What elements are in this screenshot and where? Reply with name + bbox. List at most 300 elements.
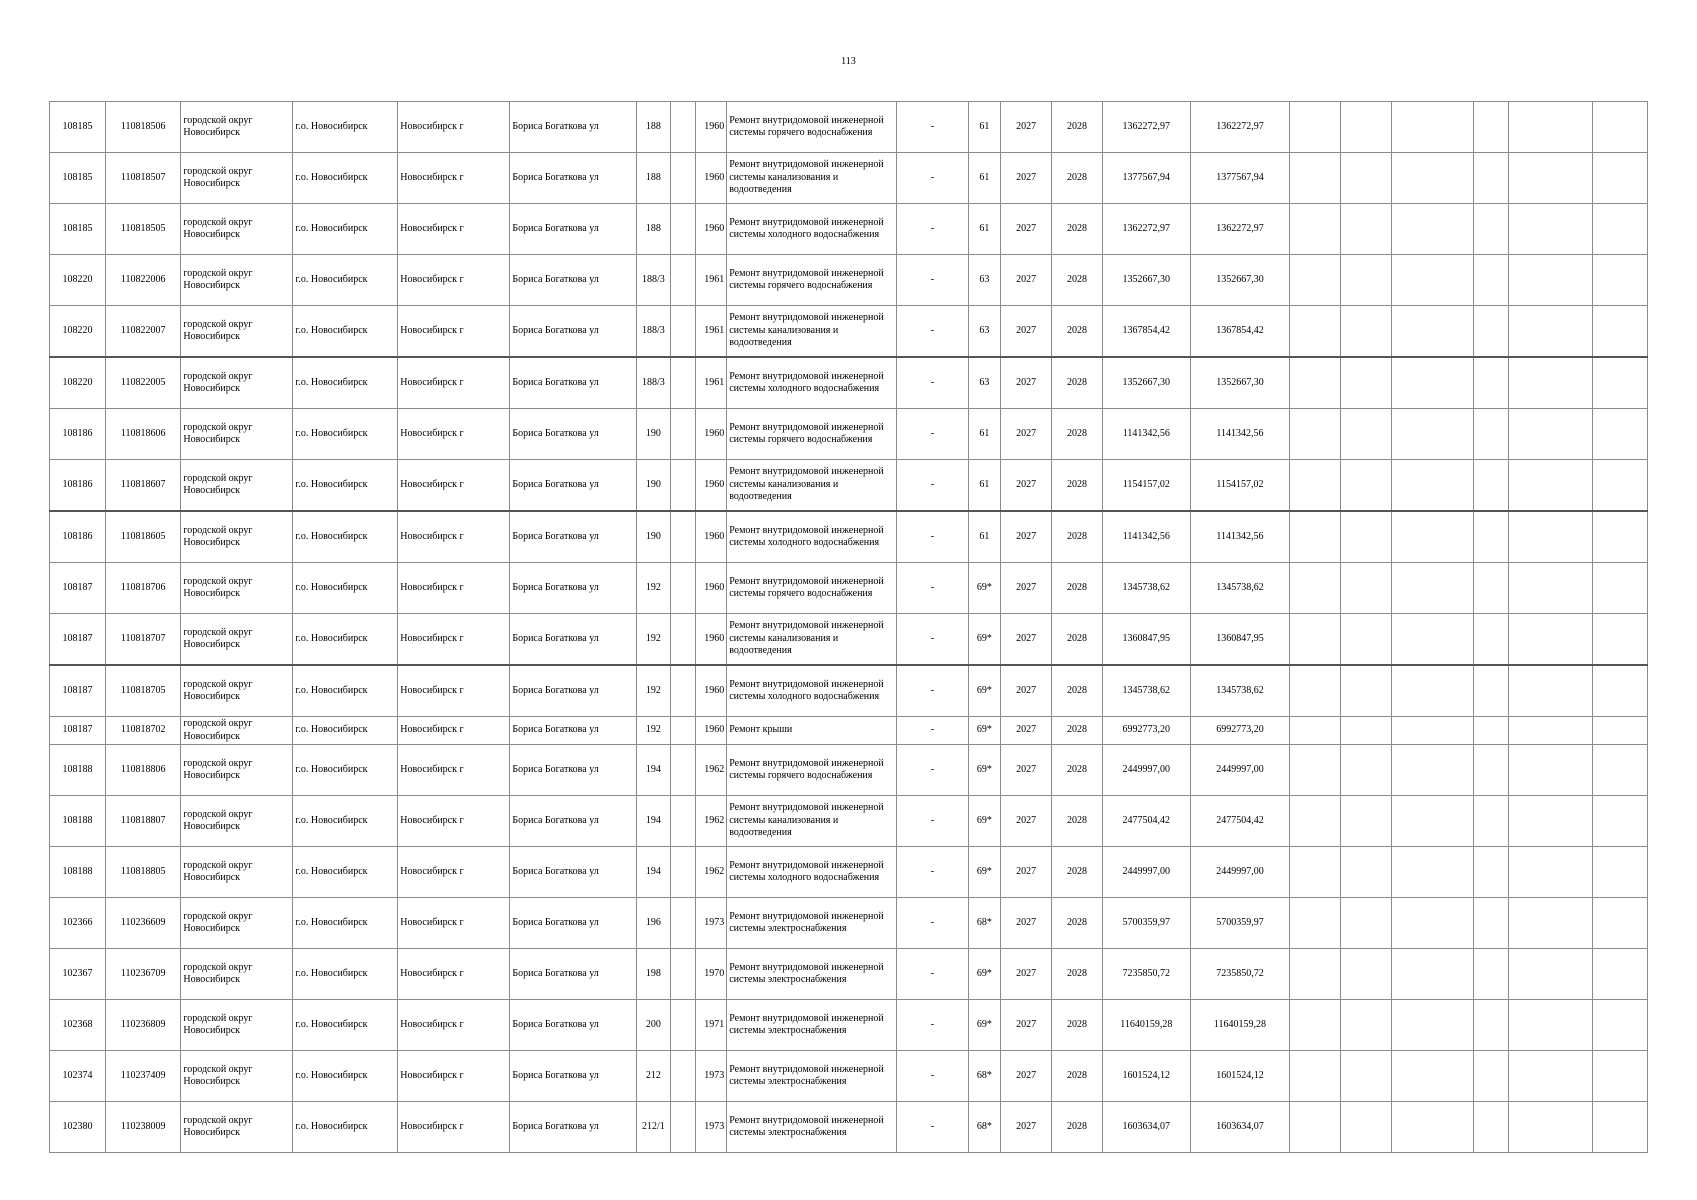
cell-empty — [1592, 460, 1647, 512]
cell-empty — [671, 796, 695, 847]
cell-empty — [1341, 306, 1392, 358]
table-row — [50, 357, 1648, 409]
cell-empty — [1592, 102, 1647, 153]
cell-empty — [1473, 898, 1509, 949]
table-row — [50, 1051, 1648, 1102]
cell-empty — [1341, 255, 1392, 306]
cell-city: Новосибирск г — [398, 949, 510, 1000]
cell-year-end: 2028 — [1052, 1051, 1103, 1102]
cell-empty — [1473, 511, 1509, 563]
cell-code: 110818807 — [106, 796, 181, 847]
cell-code: 110818706 — [106, 563, 181, 614]
cell-year-end: 2028 — [1052, 614, 1103, 666]
cell-year-start: 2027 — [1001, 563, 1052, 614]
cell-empty — [1592, 563, 1647, 614]
cell-municipality: городской округ Новосибирск — [181, 357, 293, 409]
cell-empty — [1592, 898, 1647, 949]
cell-id: 108186 — [50, 511, 106, 563]
cell-house: 196 — [636, 898, 671, 949]
cell-city: Новосибирск г — [398, 796, 510, 847]
cell-street: Бориса Богаткова ул — [510, 511, 636, 563]
cell-empty — [1392, 204, 1473, 255]
cell-cost: 1367854,42 — [1103, 306, 1191, 358]
cell-value: 69* — [968, 563, 1001, 614]
cell-house: 198 — [636, 949, 671, 1000]
cell-empty — [1509, 717, 1593, 745]
cell-empty — [1509, 357, 1593, 409]
cell-house: 200 — [636, 1000, 671, 1051]
cell-district: г.о. Новосибирск — [293, 717, 398, 745]
cell-empty — [1592, 949, 1647, 1000]
cell-code: 110818506 — [106, 102, 181, 153]
cell-empty — [1392, 102, 1473, 153]
cell-year-built: 1960 — [695, 511, 727, 563]
cell-empty — [1341, 796, 1392, 847]
cell-id: 102368 — [50, 1000, 106, 1051]
cell-value: 69* — [968, 717, 1001, 745]
cell-house: 188 — [636, 153, 671, 204]
cell-empty — [1392, 357, 1473, 409]
cell-empty — [1341, 665, 1392, 717]
cell-cost: 2449997,00 — [1103, 745, 1191, 796]
cell-empty — [1592, 255, 1647, 306]
cell-municipality: городской округ Новосибирск — [181, 745, 293, 796]
cell-value: 68* — [968, 898, 1001, 949]
cell-district: г.о. Новосибирск — [293, 1051, 398, 1102]
cell-cost-total: 1345738,62 — [1190, 563, 1290, 614]
cell-empty — [671, 1000, 695, 1051]
cell-empty — [1509, 460, 1593, 512]
cell-empty — [1473, 665, 1509, 717]
table-row — [50, 511, 1648, 563]
cell-cost: 1154157,02 — [1103, 460, 1191, 512]
cell-city: Новосибирск г — [398, 511, 510, 563]
cell-year-end: 2028 — [1052, 1000, 1103, 1051]
cell-empty — [671, 847, 695, 898]
cell-work: Ремонт внутридомовой инженерной системы канализования и водоотведения — [727, 460, 897, 512]
cell-work: Ремонт внутридомовой инженерной системы электроснабжения — [727, 1102, 897, 1153]
cell-empty — [1392, 717, 1473, 745]
cell-dash: - — [897, 511, 968, 563]
cell-house: 188/3 — [636, 357, 671, 409]
cell-empty — [671, 511, 695, 563]
cell-year-end: 2028 — [1052, 717, 1103, 745]
cell-cost: 1360847,95 — [1103, 614, 1191, 666]
cell-empty — [1341, 204, 1392, 255]
cell-empty — [1290, 1051, 1341, 1102]
cell-street: Бориса Богаткова ул — [510, 898, 636, 949]
cell-cost-total: 5700359,97 — [1190, 898, 1290, 949]
cell-street: Бориса Богаткова ул — [510, 1051, 636, 1102]
cell-code: 110818805 — [106, 847, 181, 898]
cell-empty — [1509, 306, 1593, 358]
cell-street: Бориса Богаткова ул — [510, 409, 636, 460]
cell-city: Новосибирск г — [398, 847, 510, 898]
cell-municipality: городской округ Новосибирск — [181, 409, 293, 460]
cell-empty — [1290, 665, 1341, 717]
cell-id: 108187 — [50, 563, 106, 614]
cell-empty — [1392, 1000, 1473, 1051]
cell-empty — [1392, 614, 1473, 666]
cell-municipality: городской округ Новосибирск — [181, 1102, 293, 1153]
cell-code: 110818707 — [106, 614, 181, 666]
cell-id: 108185 — [50, 153, 106, 204]
cell-year-built: 1961 — [695, 357, 727, 409]
cell-code: 110818702 — [106, 717, 181, 745]
cell-cost: 1601524,12 — [1103, 1051, 1191, 1102]
cell-year-end: 2028 — [1052, 357, 1103, 409]
cell-work: Ремонт внутридомовой инженерной системы холодного водоснабжения — [727, 357, 897, 409]
cell-municipality: городской округ Новосибирск — [181, 1000, 293, 1051]
cell-empty — [1392, 255, 1473, 306]
cell-empty — [1509, 1000, 1593, 1051]
cell-empty — [671, 1051, 695, 1102]
cell-value: 61 — [968, 460, 1001, 512]
table-row — [50, 409, 1648, 460]
cell-house: 188/3 — [636, 255, 671, 306]
cell-house: 188 — [636, 204, 671, 255]
cell-municipality: городской округ Новосибирск — [181, 847, 293, 898]
cell-work: Ремонт внутридомовой инженерной системы горячего водоснабжения — [727, 102, 897, 153]
cell-municipality: городской округ Новосибирск — [181, 511, 293, 563]
cell-house: 192 — [636, 563, 671, 614]
table-row — [50, 563, 1648, 614]
cell-dash: - — [897, 898, 968, 949]
cell-code: 110818705 — [106, 665, 181, 717]
cell-city: Новосибирск г — [398, 460, 510, 512]
cell-city: Новосибирск г — [398, 409, 510, 460]
cell-empty — [671, 460, 695, 512]
cell-city: Новосибирск г — [398, 255, 510, 306]
cell-value: 69* — [968, 745, 1001, 796]
cell-year-built: 1960 — [695, 102, 727, 153]
cell-year-built: 1960 — [695, 614, 727, 666]
cell-id: 102380 — [50, 1102, 106, 1153]
cell-id: 108187 — [50, 614, 106, 666]
cell-value: 61 — [968, 204, 1001, 255]
cell-city: Новосибирск г — [398, 153, 510, 204]
cell-cost-total: 1154157,02 — [1190, 460, 1290, 512]
cell-year-start: 2027 — [1001, 255, 1052, 306]
table-row — [50, 665, 1648, 717]
cell-work: Ремонт внутридомовой инженерной системы горячего водоснабжения — [727, 409, 897, 460]
cell-cost: 1141342,56 — [1103, 409, 1191, 460]
cell-district: г.о. Новосибирск — [293, 204, 398, 255]
cell-year-built: 1970 — [695, 949, 727, 1000]
cell-cost-total: 1362272,97 — [1190, 102, 1290, 153]
cell-year-start: 2027 — [1001, 665, 1052, 717]
cell-year-built: 1960 — [695, 563, 727, 614]
cell-empty — [1392, 409, 1473, 460]
cell-cost: 1352667,30 — [1103, 255, 1191, 306]
cell-district: г.о. Новосибирск — [293, 949, 398, 1000]
cell-year-end: 2028 — [1052, 460, 1103, 512]
cell-street: Бориса Богаткова ул — [510, 255, 636, 306]
cell-house: 192 — [636, 614, 671, 666]
cell-district: г.о. Новосибирск — [293, 1102, 398, 1153]
cell-code: 110822005 — [106, 357, 181, 409]
cell-empty — [1592, 306, 1647, 358]
cell-empty — [1290, 511, 1341, 563]
cell-cost: 2449997,00 — [1103, 847, 1191, 898]
cell-value: 61 — [968, 511, 1001, 563]
cell-cost-total: 6992773,20 — [1190, 717, 1290, 745]
cell-empty — [1473, 847, 1509, 898]
cell-municipality: городской округ Новосибирск — [181, 153, 293, 204]
cell-cost-total: 2449997,00 — [1190, 745, 1290, 796]
cell-cost-total: 1377567,94 — [1190, 153, 1290, 204]
cell-cost: 11640159,28 — [1103, 1000, 1191, 1051]
cell-empty — [1290, 102, 1341, 153]
cell-id: 108220 — [50, 255, 106, 306]
cell-year-end: 2028 — [1052, 255, 1103, 306]
cell-dash: - — [897, 665, 968, 717]
cell-city: Новосибирск г — [398, 102, 510, 153]
cell-empty — [1290, 460, 1341, 512]
cell-id: 108188 — [50, 796, 106, 847]
cell-street: Бориса Богаткова ул — [510, 204, 636, 255]
cell-cost: 1352667,30 — [1103, 357, 1191, 409]
cell-cost: 6992773,20 — [1103, 717, 1191, 745]
cell-house: 188 — [636, 102, 671, 153]
cell-empty — [1509, 153, 1593, 204]
cell-street: Бориса Богаткова ул — [510, 563, 636, 614]
cell-empty — [1592, 1102, 1647, 1153]
cell-code: 110818806 — [106, 745, 181, 796]
cell-dash: - — [897, 1051, 968, 1102]
cell-dash: - — [897, 796, 968, 847]
cell-district: г.о. Новосибирск — [293, 357, 398, 409]
cell-city: Новосибирск г — [398, 665, 510, 717]
cell-municipality: городской округ Новосибирск — [181, 898, 293, 949]
cell-empty — [1341, 717, 1392, 745]
cell-dash: - — [897, 306, 968, 358]
cell-cost-total: 2477504,42 — [1190, 796, 1290, 847]
cell-empty — [1290, 949, 1341, 1000]
cell-year-built: 1971 — [695, 1000, 727, 1051]
cell-house: 192 — [636, 665, 671, 717]
cell-work: Ремонт внутридомовой инженерной системы горячего водоснабжения — [727, 745, 897, 796]
cell-empty — [1509, 1051, 1593, 1102]
cell-municipality: городской округ Новосибирск — [181, 306, 293, 358]
cell-value: 69* — [968, 796, 1001, 847]
table-row — [50, 1102, 1648, 1153]
cell-empty — [1473, 745, 1509, 796]
cell-year-start: 2027 — [1001, 1051, 1052, 1102]
cell-city: Новосибирск г — [398, 745, 510, 796]
cell-empty — [671, 614, 695, 666]
cell-empty — [671, 1102, 695, 1153]
cell-empty — [1592, 153, 1647, 204]
capital-repair-table — [49, 101, 1648, 1153]
cell-empty — [1592, 847, 1647, 898]
cell-street: Бориса Богаткова ул — [510, 949, 636, 1000]
cell-empty — [1473, 357, 1509, 409]
cell-empty — [1509, 847, 1593, 898]
cell-empty — [1392, 306, 1473, 358]
cell-empty — [1592, 204, 1647, 255]
cell-municipality: городской округ Новосибирск — [181, 717, 293, 745]
table-row — [50, 153, 1648, 204]
cell-value: 69* — [968, 614, 1001, 666]
cell-year-start: 2027 — [1001, 357, 1052, 409]
cell-work: Ремонт внутридомовой инженерной системы холодного водоснабжения — [727, 665, 897, 717]
cell-district: г.о. Новосибирск — [293, 745, 398, 796]
cell-empty — [1592, 745, 1647, 796]
cell-code: 110818607 — [106, 460, 181, 512]
cell-street: Бориса Богаткова ул — [510, 1000, 636, 1051]
cell-empty — [1509, 898, 1593, 949]
cell-value: 63 — [968, 255, 1001, 306]
cell-work: Ремонт внутридомовой инженерной системы горячего водоснабжения — [727, 563, 897, 614]
cell-empty — [1473, 1000, 1509, 1051]
cell-dash: - — [897, 847, 968, 898]
cell-empty — [1290, 1000, 1341, 1051]
cell-empty — [1509, 255, 1593, 306]
page-number: 113 — [841, 56, 856, 67]
cell-dash: - — [897, 717, 968, 745]
cell-empty — [671, 357, 695, 409]
cell-year-start: 2027 — [1001, 614, 1052, 666]
cell-empty — [1473, 563, 1509, 614]
cell-code: 110822006 — [106, 255, 181, 306]
cell-work: Ремонт внутридомовой инженерной системы электроснабжения — [727, 898, 897, 949]
cell-empty — [1290, 204, 1341, 255]
cell-empty — [1341, 614, 1392, 666]
cell-year-built: 1960 — [695, 409, 727, 460]
cell-code: 110822007 — [106, 306, 181, 358]
cell-year-end: 2028 — [1052, 898, 1103, 949]
cell-empty — [1392, 847, 1473, 898]
cell-empty — [1290, 847, 1341, 898]
cell-year-end: 2028 — [1052, 563, 1103, 614]
cell-empty — [1509, 745, 1593, 796]
cell-id: 108187 — [50, 665, 106, 717]
cell-id: 108187 — [50, 717, 106, 745]
table-row — [50, 306, 1648, 358]
cell-value: 68* — [968, 1102, 1001, 1153]
cell-empty — [1392, 511, 1473, 563]
cell-district: г.о. Новосибирск — [293, 409, 398, 460]
cell-code: 110237409 — [106, 1051, 181, 1102]
cell-street: Бориса Богаткова ул — [510, 357, 636, 409]
cell-work: Ремонт внутридомовой инженерной системы электроснабжения — [727, 1000, 897, 1051]
cell-empty — [1473, 1102, 1509, 1153]
cell-code: 110818605 — [106, 511, 181, 563]
cell-district: г.о. Новосибирск — [293, 153, 398, 204]
cell-municipality: городской округ Новосибирск — [181, 665, 293, 717]
cell-cost: 1141342,56 — [1103, 511, 1191, 563]
cell-value: 69* — [968, 847, 1001, 898]
table-row — [50, 255, 1648, 306]
cell-empty — [1290, 745, 1341, 796]
cell-year-start: 2027 — [1001, 102, 1052, 153]
table-body — [50, 102, 1648, 1153]
cell-empty — [1290, 614, 1341, 666]
cell-empty — [1341, 460, 1392, 512]
cell-empty — [1341, 898, 1392, 949]
table-row — [50, 614, 1648, 666]
cell-work: Ремонт внутридомовой инженерной системы горячего водоснабжения — [727, 255, 897, 306]
cell-cost-total: 1141342,56 — [1190, 409, 1290, 460]
cell-district: г.о. Новосибирск — [293, 898, 398, 949]
cell-empty — [1290, 898, 1341, 949]
cell-street: Бориса Богаткова ул — [510, 306, 636, 358]
cell-empty — [1341, 1051, 1392, 1102]
cell-empty — [1473, 614, 1509, 666]
cell-year-built: 1962 — [695, 745, 727, 796]
cell-municipality: городской округ Новосибирск — [181, 796, 293, 847]
cell-empty — [671, 717, 695, 745]
cell-year-end: 2028 — [1052, 409, 1103, 460]
cell-cost-total: 1601524,12 — [1190, 1051, 1290, 1102]
cell-work: Ремонт внутридомовой инженерной системы холодного водоснабжения — [727, 204, 897, 255]
cell-id: 102367 — [50, 949, 106, 1000]
cell-year-end: 2028 — [1052, 745, 1103, 796]
cell-empty — [1592, 614, 1647, 666]
cell-city: Новосибирск г — [398, 306, 510, 358]
cell-year-start: 2027 — [1001, 898, 1052, 949]
cell-empty — [1341, 511, 1392, 563]
cell-cost: 7235850,72 — [1103, 949, 1191, 1000]
cell-street: Бориса Богаткова ул — [510, 1102, 636, 1153]
cell-year-end: 2028 — [1052, 306, 1103, 358]
cell-house: 190 — [636, 511, 671, 563]
table-row — [50, 745, 1648, 796]
cell-city: Новосибирск г — [398, 204, 510, 255]
cell-year-end: 2028 — [1052, 511, 1103, 563]
cell-city: Новосибирск г — [398, 1051, 510, 1102]
cell-year-start: 2027 — [1001, 847, 1052, 898]
table-row — [50, 460, 1648, 512]
cell-year-built: 1973 — [695, 1102, 727, 1153]
cell-empty — [1341, 1102, 1392, 1153]
cell-work: Ремонт внутридомовой инженерной системы электроснабжения — [727, 949, 897, 1000]
cell-empty — [1473, 306, 1509, 358]
cell-empty — [1341, 409, 1392, 460]
cell-city: Новосибирск г — [398, 563, 510, 614]
cell-street: Бориса Богаткова ул — [510, 796, 636, 847]
cell-year-built: 1961 — [695, 306, 727, 358]
cell-cost-total: 1345738,62 — [1190, 665, 1290, 717]
cell-empty — [1473, 460, 1509, 512]
cell-dash: - — [897, 1102, 968, 1153]
cell-empty — [1592, 665, 1647, 717]
cell-id: 108186 — [50, 409, 106, 460]
cell-city: Новосибирск г — [398, 898, 510, 949]
cell-code: 110818507 — [106, 153, 181, 204]
cell-year-built: 1961 — [695, 255, 727, 306]
cell-district: г.о. Новосибирск — [293, 102, 398, 153]
cell-id: 102366 — [50, 898, 106, 949]
cell-empty — [1473, 153, 1509, 204]
cell-year-end: 2028 — [1052, 204, 1103, 255]
table-row — [50, 102, 1648, 153]
cell-street: Бориса Богаткова ул — [510, 102, 636, 153]
cell-year-built: 1962 — [695, 796, 727, 847]
cell-empty — [1341, 357, 1392, 409]
cell-empty — [671, 949, 695, 1000]
cell-city: Новосибирск г — [398, 614, 510, 666]
cell-code: 110236809 — [106, 1000, 181, 1051]
cell-empty — [1473, 717, 1509, 745]
cell-cost-total: 2449997,00 — [1190, 847, 1290, 898]
cell-house: 212/1 — [636, 1102, 671, 1153]
cell-district: г.о. Новосибирск — [293, 255, 398, 306]
cell-empty — [1341, 1000, 1392, 1051]
cell-year-built: 1960 — [695, 460, 727, 512]
cell-year-start: 2027 — [1001, 1000, 1052, 1051]
